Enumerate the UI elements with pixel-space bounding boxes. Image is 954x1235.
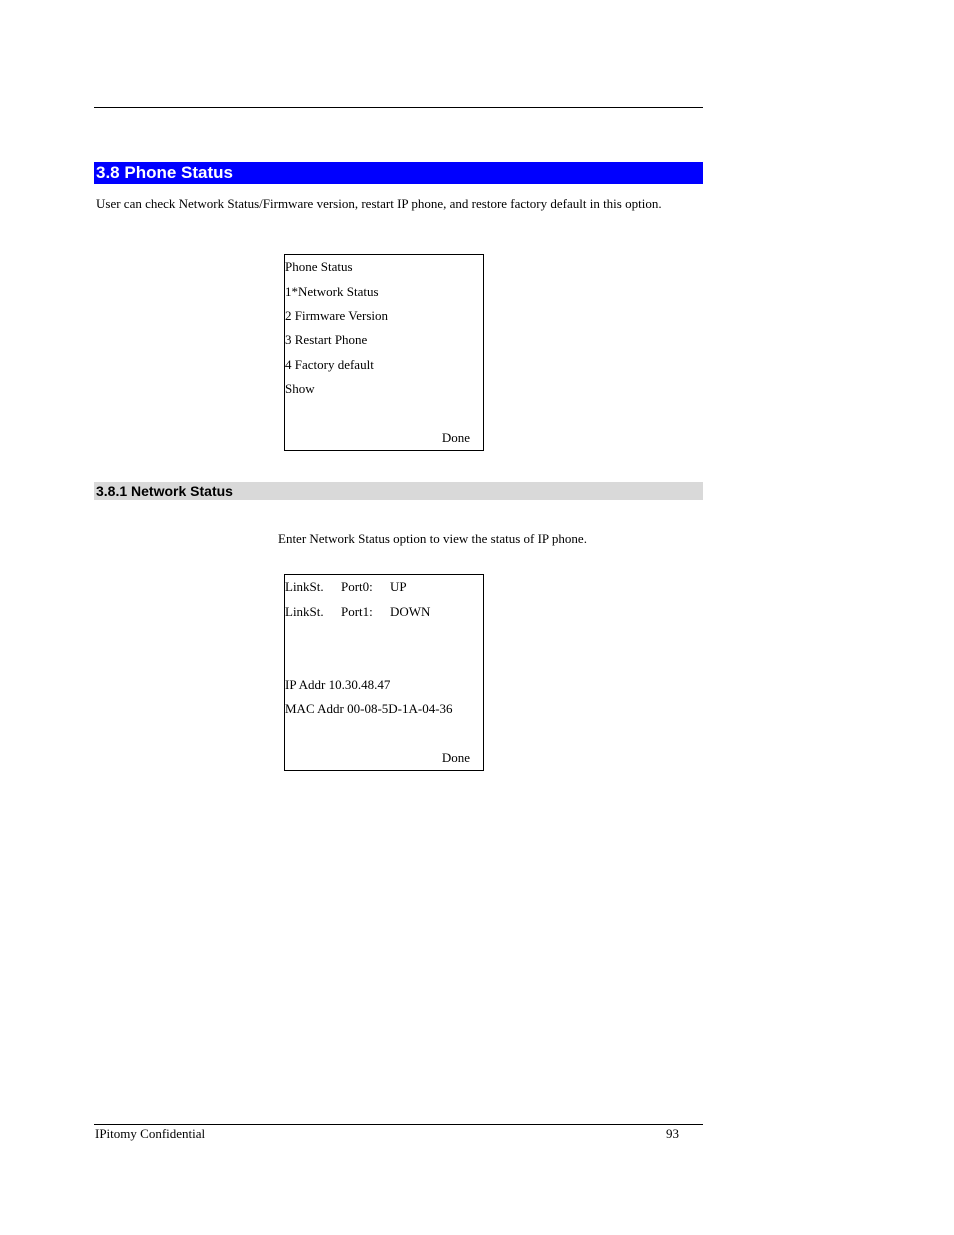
subsection-intro: Enter Network Status option to view the status of IP phone. xyxy=(278,531,587,546)
menu-item-restart-phone[interactable]: 3 Restart Phone xyxy=(285,332,368,347)
link-label: LinkSt. xyxy=(285,579,324,594)
screen-title: Phone Status xyxy=(285,259,353,274)
section-heading: 3.8 Phone Status xyxy=(94,162,703,184)
mac-address: MAC Addr 00-08-5D-1A-04-36 xyxy=(285,701,453,716)
network-status-screen xyxy=(284,574,484,771)
port-state: DOWN xyxy=(390,604,431,619)
port-state: UP xyxy=(390,579,407,594)
link-label: LinkSt. xyxy=(285,604,324,619)
menu-item-factory-default[interactable]: 4 Factory default xyxy=(285,357,374,372)
port-label: Port1: xyxy=(341,604,373,619)
done-softkey[interactable]: Done xyxy=(441,750,470,765)
phone-status-screen xyxy=(284,254,484,451)
footer-confidential: IPitomy Confidential xyxy=(95,1126,206,1141)
subsection-heading: 3.8.1 Network Status xyxy=(94,482,703,500)
footer-rule xyxy=(94,1124,703,1125)
page-number: 93 xyxy=(666,1126,679,1141)
section-intro: User can check Network Status/Firmware version, restart IP phone, and restore factory default in this option. xyxy=(96,196,662,211)
ip-address: IP Addr 10.30.48.47 xyxy=(285,677,391,692)
done-softkey[interactable]: Done xyxy=(441,430,470,445)
menu-item-firmware-version[interactable]: 2 Firmware Version xyxy=(285,308,389,323)
menu-item-network-status[interactable]: 1*Network Status xyxy=(285,284,379,299)
header-rule xyxy=(94,107,703,108)
show-softkey[interactable]: Show xyxy=(285,381,315,396)
port-label: Port0: xyxy=(341,579,373,594)
